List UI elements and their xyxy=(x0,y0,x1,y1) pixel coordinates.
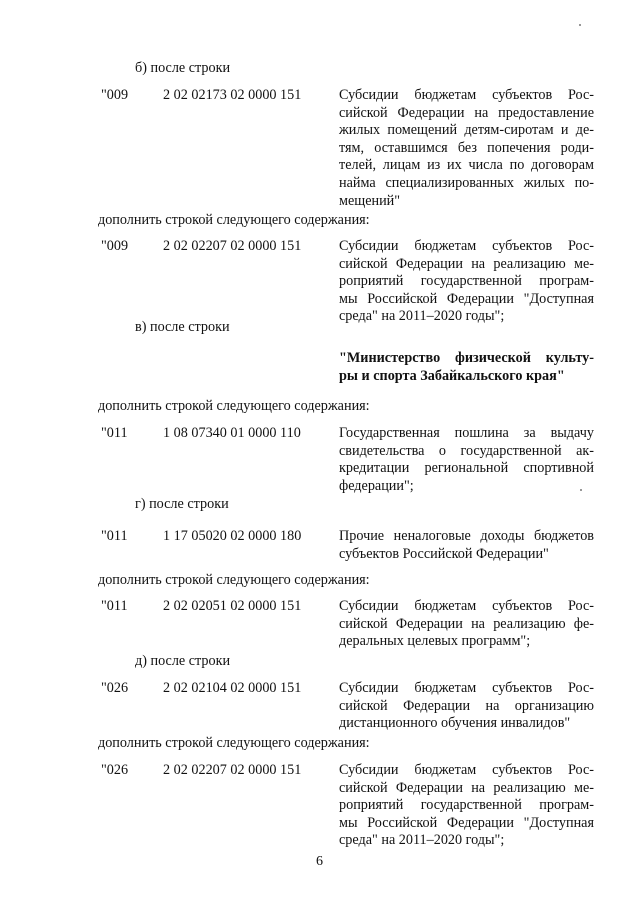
section-heading-b: б) после строки xyxy=(135,60,231,76)
row-1-description xyxy=(339,87,594,210)
row-3-income-code: 1 08 07340 01 0000 110 xyxy=(163,425,301,441)
row-2-line: Субсидии бюджетам субъектов Рос- xyxy=(339,238,594,254)
row-4-line: субъектов Российской Федерации" xyxy=(339,545,549,562)
row-1-line: сийской Федерации на предоставление xyxy=(339,104,594,121)
row-1-admin-code: "009 xyxy=(101,87,129,103)
ministry-name xyxy=(339,350,594,385)
row-2-income-code: 2 02 02207 02 0000 151 xyxy=(163,238,302,254)
row-2-line: мы Российской Федерации "Доступная xyxy=(339,290,594,307)
scan-speck xyxy=(579,24,581,26)
instruction-note: дополнить строкой следующего содержания: xyxy=(98,735,370,751)
row-4-admin-code: "011 xyxy=(101,528,128,544)
row-1-line: Субсидии бюджетам субъектов Рос- xyxy=(339,87,594,103)
row-6-income-code: 2 02 02104 02 0000 151 xyxy=(163,680,302,696)
row-2-line: среда" на 2011–2020 годы"; xyxy=(339,308,505,325)
section-heading-v: в) после строки xyxy=(135,319,230,335)
row-2-line: роприятий государственной програм- xyxy=(339,273,594,290)
instruction-note: дополнить строкой следующего содержания: xyxy=(98,212,370,228)
row-4-description xyxy=(339,528,594,563)
page-number: 6 xyxy=(316,854,323,869)
row-6-admin-code: "026 xyxy=(101,680,129,696)
row-1-line: жилых помещений детям-сиротам и де- xyxy=(339,122,594,139)
instruction-note: дополнить строкой следующего содержания: xyxy=(98,398,370,414)
row-7-admin-code: "026 xyxy=(101,762,129,778)
row-5-income-code: 2 02 02051 02 0000 151 xyxy=(163,598,302,614)
row-6-line: Субсидии бюджетам субъектов Рос- xyxy=(339,680,594,696)
row-7-line: мы Российской Федерации "Доступная xyxy=(339,814,594,831)
ministry-line: "Министерство физической культу- xyxy=(339,350,594,366)
row-4-income-code: 1 17 05020 02 0000 180 xyxy=(163,528,302,544)
row-7-line: среда" на 2011–2020 годы"; xyxy=(339,832,505,849)
row-6-line: сийской Федерации на организацию xyxy=(339,697,594,714)
section-heading-g: г) после строки xyxy=(135,496,229,512)
row-1-line: найма специализированных жилых по- xyxy=(339,174,594,191)
row-3-line: свидетельства о государственной ак- xyxy=(339,442,594,459)
row-5-admin-code: "011 xyxy=(101,598,128,614)
row-7-description xyxy=(339,762,594,850)
row-7-line: роприятий государственной програм- xyxy=(339,797,594,814)
row-4-line: Прочие неналоговые доходы бюджетов xyxy=(339,528,594,544)
row-5-description xyxy=(339,598,594,651)
row-1-income-code: 2 02 02173 02 0000 151 xyxy=(163,87,302,103)
row-6-line: дистанционного обучения инвалидов" xyxy=(339,715,571,732)
row-7-line: Субсидии бюджетам субъектов Рос- xyxy=(339,762,594,778)
row-6-description xyxy=(339,680,594,733)
ministry-line: ры и спорта Забайкальского края" xyxy=(339,367,565,384)
row-1-line: тям, оставшимся без попечения роди- xyxy=(339,139,594,156)
row-2-description xyxy=(339,238,594,326)
row-5-line: деральных целевых программ"; xyxy=(339,633,531,650)
row-1-line: телей, лицам из их числа по договорам xyxy=(339,157,594,174)
row-7-line: сийской Федерации на реализацию ме- xyxy=(339,779,594,796)
row-2-line: сийской Федерации на реализацию ме- xyxy=(339,255,594,272)
row-2-admin-code: "009 xyxy=(101,238,129,254)
section-heading-d: д) после строки xyxy=(135,653,231,669)
scan-speck xyxy=(580,489,582,491)
row-3-line: Государственная пошлина за выдачу xyxy=(339,425,594,441)
row-3-line: кредитации региональной спортивной xyxy=(339,460,594,477)
row-3-line: федерации"; xyxy=(339,477,414,494)
row-1-line: мещений" xyxy=(339,192,401,209)
row-5-line: сийской Федерации на реализацию фе- xyxy=(339,615,594,632)
row-3-description xyxy=(339,425,594,495)
instruction-note: дополнить строкой следующего содержания: xyxy=(98,572,370,588)
row-5-line: Субсидии бюджетам субъектов Рос- xyxy=(339,598,594,614)
row-7-income-code: 2 02 02207 02 0000 151 xyxy=(163,762,302,778)
row-3-admin-code: "011 xyxy=(101,425,128,441)
